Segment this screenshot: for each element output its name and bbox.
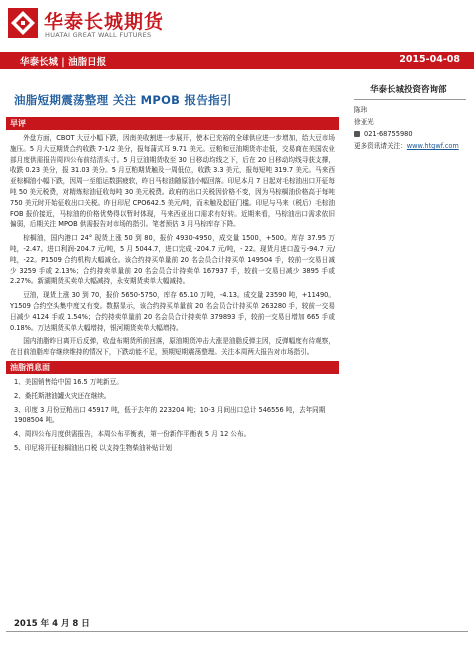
news-item: 4、周四公布月度供需报告，本周公布平衡表，第一份新作平衡表 5 月 12 公布。 xyxy=(14,430,251,439)
more-info-label: 更多资讯请关注： xyxy=(354,142,407,150)
footer-divider xyxy=(6,631,468,632)
report-date: 2015-04-08 xyxy=(399,54,460,65)
huatai-logo-icon xyxy=(8,8,38,38)
brand-name-cn: 华泰长城期货 xyxy=(44,11,165,33)
analyst-name: 徐亚光 xyxy=(354,118,374,126)
report-bar xyxy=(0,52,474,69)
department-name: 华泰长城投资咨询部 xyxy=(370,85,447,95)
news-item: 5、印尼将开征棕榈油出口税 以支持生物柴油补贴计划 xyxy=(14,443,172,452)
paragraph-external-market: 外盘方面，CBOT 大豆小幅下跌，因南美收割进一步展开，使本已充裕的全球供应进一步增加，给大豆市场施压。5 月大豆期货合约收跌 7-1/2 美分，报每蒲式耳 9.71 美元。豆粕和豆油期货亦走低，交易商在美国农业部月度供需报告周四公布前结清头寸。5 月豆油期货收至 30 日移动均线之下，后在 20 日移动均线寻获支撑，收跌 0.23 美分，报 31.03 美分。5 月豆粕期货触及一周低位，收跌 3.3 美元，报每短吨 319.7 美元。马来西亚棕榈油小幅下跌，因周一至船运数据疲软，昨日马棕油随原油小幅回落。印尼本月 7 日起对毛棕油出口开征每吨 50 美元税费，对精炼棕油征收每吨 30 美元税费。政府的出口关税因价格不变，因为马棕榈油价格高于每吨 750 美元时开始征收出口关税。昨日印尼 CPO642.5 美元/吨，而未触及起征门槛。印尼与马来（税后）毛棕油 FOB 报价接近，马棕油的价格优势得以暂时体现，马来西亚出口需求有好转。近期来看，马棕油出口需求依旧偏弱，后期关注 MPOB 供需报告对市场的指引。笔者预估 3 月马棕库存下降。 xyxy=(10,134,335,229)
news-item: 2、桑托斯港油罐火灾还在继续。 xyxy=(14,391,111,400)
brand-name-en: HUATAI GREAT WALL FUTURES xyxy=(45,31,152,39)
website-link[interactable]: www.htgwf.com xyxy=(406,142,459,150)
phone-number: 021-68755980 xyxy=(364,130,413,138)
analyst-name: 陈玮 xyxy=(354,106,368,114)
phone-row xyxy=(354,128,474,140)
paragraph-soybean-oil: 豆油，现货上涨 30 到 70，报价 5650-5750，库存 65.10 万吨，-4.13。成交量 23590 吨，+11490。Y1509 合约空头集中度又有变。数据显示，该合约持买单量前 20 名会员合计持买单 263280 手，较前一交易日减少 4124 手或 1.54%；合约持卖单量前 20 名会员合计持卖单 379893 手，较前一交易日增加 665 手或 0.18%。万达期货买单大幅增持，银河期货卖单大幅增持。 xyxy=(10,291,335,332)
report-title: 油脂短期震荡整理 关注 MPOB 报告指引 xyxy=(14,93,232,107)
section-commentary-header: 早评 xyxy=(6,117,339,130)
paragraph-outlook: 国内油脂昨日离开后反弹，收盘布期货所前回落，原油期货冲击大涨是油脂反弹主因，反弹幅度有待观察，在目前油脂库存继续维持的情况下，下跌动能不足，预期短期震荡整理。关注本周两大报告对市场指引。 xyxy=(10,337,335,357)
main-content xyxy=(6,92,339,457)
paragraph-palm-oil: 棕榈油，国内港口 24° 现货上涨 50 到 80，报价 4930-4950，成交量 1500，+500。库存 37.95 万吨，-2.47。进口利润-204.7 元/吨，5 月 5044.7，进口完成 -204.7 元/吨，- 22。现货月进口盈亏-94.7 元/吨，-22。P1509 合约机构大幅减仓。该合约持买单量前 20 名会员合计持买单 149504 手，较前一交易日减少 3259 手或 2.13%；合约持卖单量前 20 名会员合计持卖单 167937 手，较前一交易日减少 3895 手或 2.27%。新湖期货买卖单大幅减持，永安期货卖单大幅减持。 xyxy=(10,234,335,286)
phone-icon xyxy=(354,131,360,137)
analyst-sidebar xyxy=(350,83,474,152)
report-category: 华泰长城 | 油脂日报 xyxy=(20,57,107,68)
footer-date: 2015 年 4 月 8 日 xyxy=(14,619,90,629)
news-item: 1、美国销售给中国 16.5 万吨新豆。 xyxy=(14,377,123,386)
report-header xyxy=(0,0,474,46)
sidebar-divider xyxy=(354,99,466,100)
website-row xyxy=(354,140,474,152)
section-news-header: 油脂消息面 xyxy=(6,361,339,374)
news-item: 3、印度 3 月份豆粕出口 45917 吨，低于去年的 223204 吨；10-3 月间出口总计 546556 吨，去年同期 1908504 吨。 xyxy=(14,405,326,425)
